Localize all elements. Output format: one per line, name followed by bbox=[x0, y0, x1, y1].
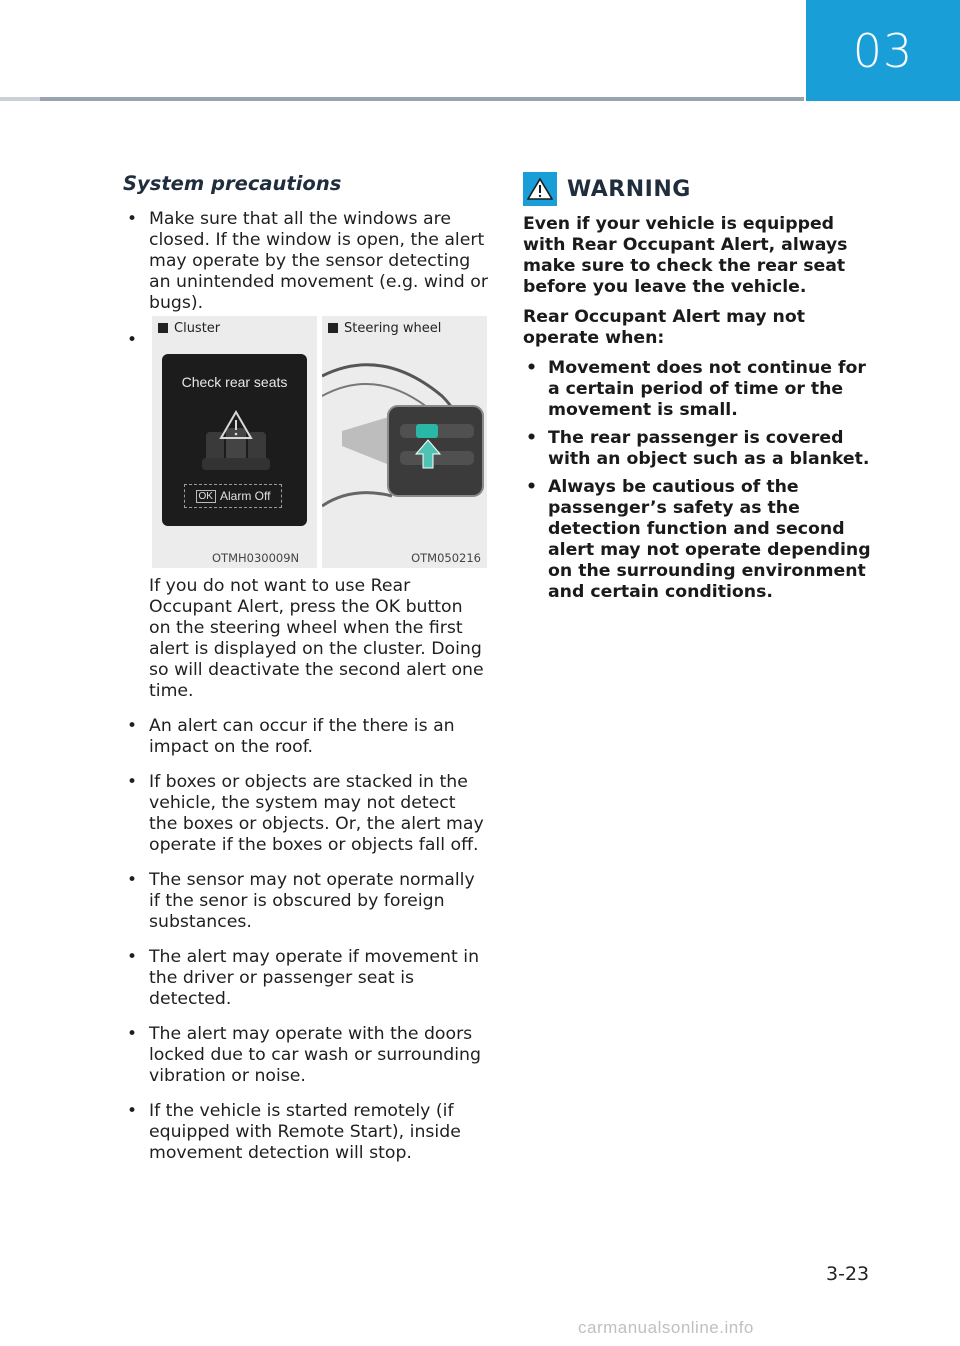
figure-label: Cluster bbox=[174, 321, 221, 336]
list-item: • The sensor may not operate normally if the senor is obscured by foreign substances. bbox=[123, 870, 489, 933]
warning-box bbox=[523, 172, 879, 610]
figure-label: Steering wheel bbox=[344, 321, 442, 336]
square-bullet-icon bbox=[158, 323, 168, 333]
precautions-list-top bbox=[123, 209, 489, 314]
chapter-tab: 03 bbox=[806, 0, 960, 101]
section-title: System precautions bbox=[123, 172, 342, 195]
square-bullet-icon bbox=[328, 323, 338, 333]
list-item: • An alert can occur if the there is an impact on the roof. bbox=[123, 716, 489, 758]
figure-code: OTMH030009N bbox=[212, 551, 300, 565]
warning-list bbox=[523, 358, 879, 603]
left-column-lower bbox=[123, 576, 489, 1178]
warning-triangle-icon bbox=[523, 172, 557, 206]
figure-caption: If you do not want to use Rear Occupant Alert, press the OK button on the steering wheel when the first alert is displayed on the cluster. Doing so will deactivate the second alert one time. bbox=[149, 576, 484, 701]
figure-steering-wheel bbox=[322, 316, 487, 568]
list-item: • The alert may operate if movement in the driver or passenger seat is detected. bbox=[123, 947, 489, 1010]
alarm-off-text: Alarm Off bbox=[219, 489, 271, 503]
list-item: • The alert may operate with the doors locked due to car wash or surrounding vibration or noise. bbox=[123, 1024, 489, 1087]
warning-title: WARNING bbox=[567, 176, 691, 202]
warning-paragraph: Even if your vehicle is equipped with Rear Occupant Alert, always make sure to check the rear seat before you leave the vehicle. bbox=[523, 214, 848, 297]
precautions-list bbox=[123, 716, 489, 1164]
list-item: • If the vehicle is started remotely (if equipped with Remote Start), inside movement detection will stop. bbox=[123, 1101, 489, 1164]
screen-title: Check rear seats bbox=[181, 374, 288, 390]
ok-alarm-off-hint bbox=[184, 484, 282, 508]
figure-cluster bbox=[152, 316, 317, 568]
list-item: • Always be cautious of the passenger’s safety as the detection function and second alert may not operate depending on the surrounding environment and certain conditions. bbox=[523, 477, 879, 603]
list-item: • Movement does not continue for a certain period of time or the movement is small. bbox=[523, 358, 879, 421]
page-number: 3-23 bbox=[826, 1263, 870, 1285]
figure-code: OTM050216 bbox=[411, 551, 481, 565]
warning-header bbox=[523, 172, 879, 206]
warning-paragraph: Rear Occupant Alert may not operate when: bbox=[523, 307, 805, 348]
list-item: • Make sure that all the windows are closed. If the window is open, the alert may operate by the sensor detecting an unintended movement (e.g. wind or bugs). bbox=[123, 209, 489, 314]
watermark: carmanualsonline.info bbox=[578, 1318, 754, 1337]
ok-key: OK bbox=[196, 490, 216, 503]
header-rule bbox=[0, 97, 804, 101]
cluster-screen bbox=[162, 354, 307, 526]
list-item: • If boxes or objects are stacked in the vehicle, the system may not detect the boxes or objects. Or, the alert may operate if the boxes or objects fall off. bbox=[123, 772, 489, 856]
steering-wheel-illustration bbox=[322, 336, 487, 568]
list-item: • The rear passenger is covered with an object such as a blanket. bbox=[523, 428, 879, 470]
bullet-dot: • bbox=[127, 330, 138, 350]
